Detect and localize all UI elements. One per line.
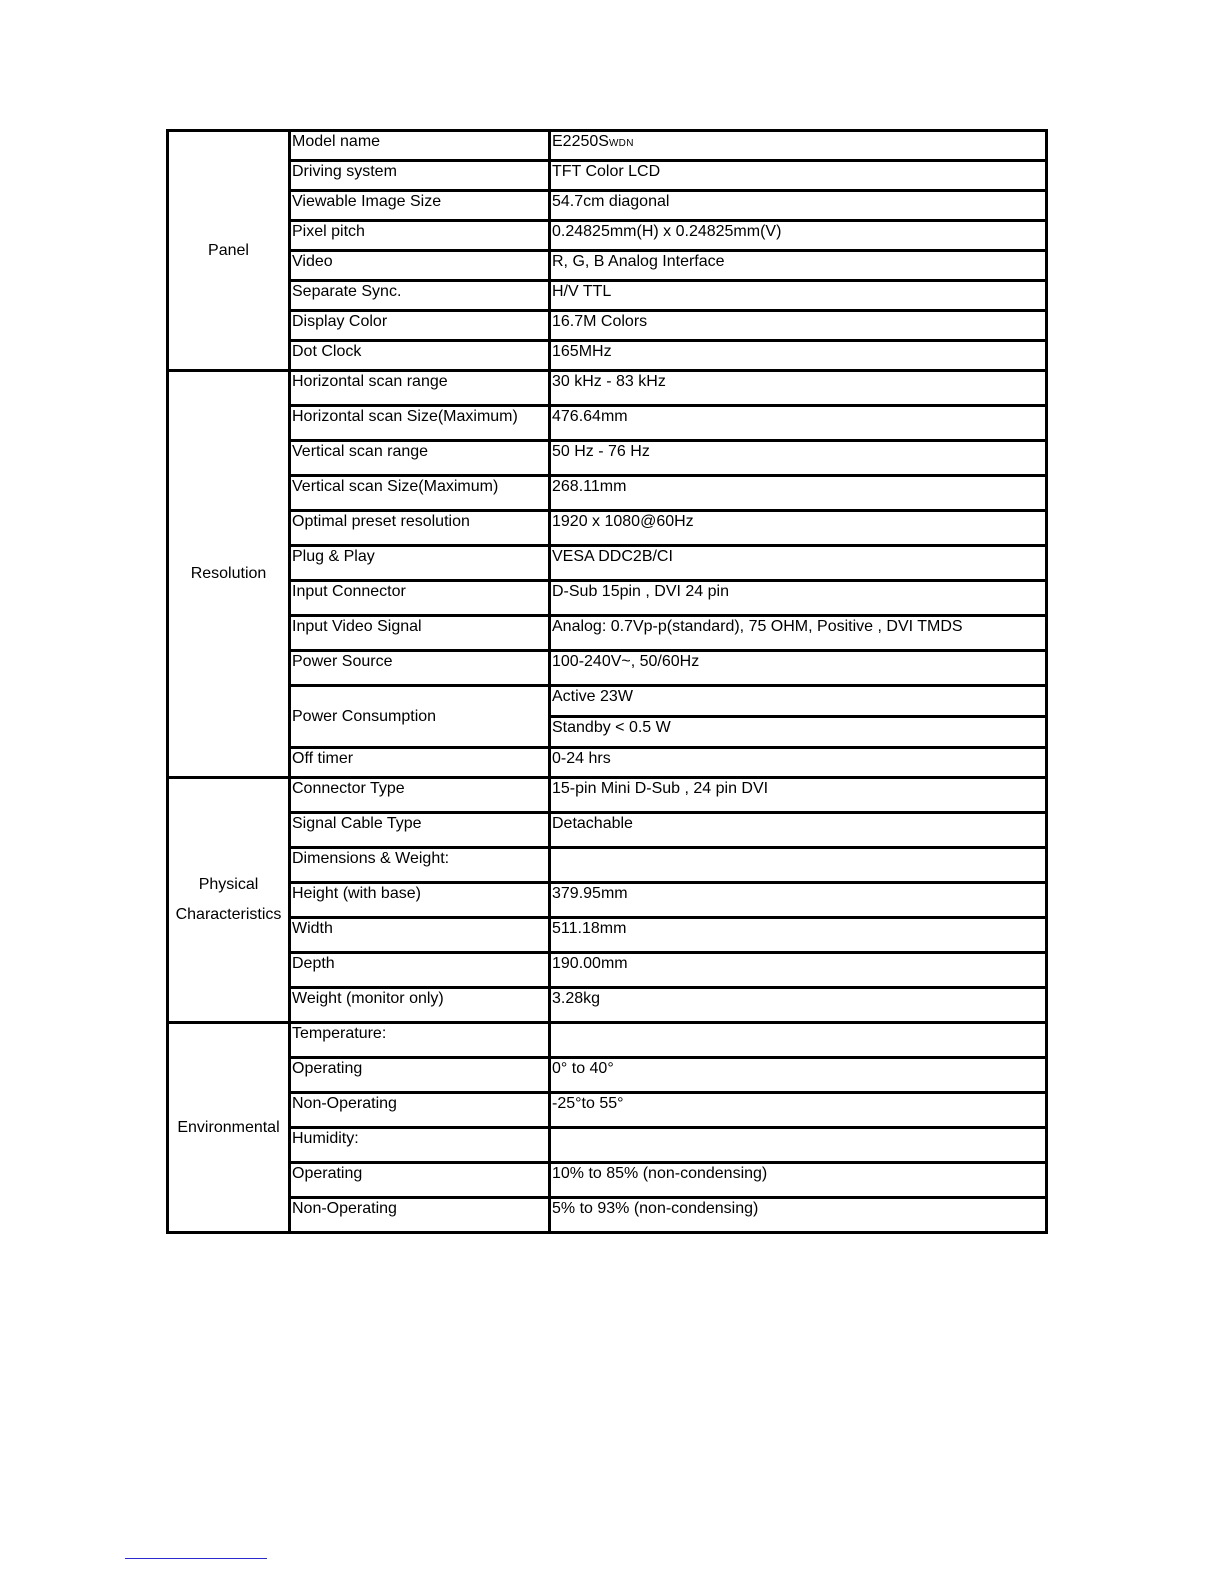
value-weight: 3.28kg bbox=[550, 988, 1047, 1023]
value-video: R, G, B Analog Interface bbox=[550, 251, 1047, 281]
value-plug-play: VESA DDC2B/CI bbox=[550, 546, 1047, 581]
label-weight: Weight (monitor only) bbox=[290, 988, 550, 1023]
label-depth: Depth bbox=[290, 953, 550, 988]
group-physical-line2: Characteristics bbox=[175, 906, 282, 923]
label-v-scan-size: Vertical scan Size(Maximum) bbox=[290, 476, 550, 511]
value-input-connector: D-Sub 15pin , DVI 24 pin bbox=[550, 581, 1047, 616]
label-model-name: Model name bbox=[290, 131, 550, 161]
label-display-color: Display Color bbox=[290, 311, 550, 341]
group-panel: Panel bbox=[168, 131, 290, 371]
value-off-timer: 0-24 hrs bbox=[550, 748, 1047, 778]
label-temp-non-operating: Non-Operating bbox=[290, 1093, 550, 1128]
footnote-divider bbox=[125, 1558, 267, 1559]
table-row bbox=[168, 341, 1047, 371]
label-humidity: Humidity: bbox=[290, 1128, 550, 1163]
value-connector-type: 15-pin Mini D-Sub , 24 pin DVI bbox=[550, 778, 1047, 813]
value-separate-sync: H/V TTL bbox=[550, 281, 1047, 311]
table-row bbox=[168, 251, 1047, 281]
label-h-scan-size: Horizontal scan Size(Maximum) bbox=[290, 406, 550, 441]
table-row bbox=[168, 131, 1047, 161]
table-row bbox=[168, 848, 1047, 883]
table-row bbox=[168, 883, 1047, 918]
group-physical bbox=[168, 778, 290, 1023]
value-depth: 190.00mm bbox=[550, 953, 1047, 988]
table-row bbox=[168, 371, 1047, 406]
table-row bbox=[168, 441, 1047, 476]
model-name-main: E2250S bbox=[552, 133, 609, 150]
table-row bbox=[168, 281, 1047, 311]
value-hum-operating: 10% to 85% (non-condensing) bbox=[550, 1163, 1047, 1198]
label-off-timer: Off timer bbox=[290, 748, 550, 778]
label-power-consumption: Power Consumption bbox=[290, 686, 550, 748]
table-row bbox=[168, 988, 1047, 1023]
table-row bbox=[168, 813, 1047, 848]
table-row bbox=[168, 918, 1047, 953]
table-row bbox=[168, 1128, 1047, 1163]
table-row bbox=[168, 221, 1047, 251]
label-height: Height (with base) bbox=[290, 883, 550, 918]
value-signal-cable-type: Detachable bbox=[550, 813, 1047, 848]
label-driving-system: Driving system bbox=[290, 161, 550, 191]
table-row bbox=[168, 546, 1047, 581]
group-environmental: Environmental bbox=[168, 1023, 290, 1233]
specifications-table bbox=[166, 129, 1048, 1234]
value-width: 511.18mm bbox=[550, 918, 1047, 953]
label-pixel-pitch: Pixel pitch bbox=[290, 221, 550, 251]
table-row bbox=[168, 1058, 1047, 1093]
table-row bbox=[168, 953, 1047, 988]
table-row bbox=[168, 616, 1047, 651]
label-power-source: Power Source bbox=[290, 651, 550, 686]
label-dimensions-weight: Dimensions & Weight: bbox=[290, 848, 550, 883]
label-optimal-resolution: Optimal preset resolution bbox=[290, 511, 550, 546]
value-driving-system: TFT Color LCD bbox=[550, 161, 1047, 191]
table-row bbox=[168, 1093, 1047, 1128]
table-row bbox=[168, 748, 1047, 778]
table-row bbox=[168, 311, 1047, 341]
value-v-scan-range: 50 Hz - 76 Hz bbox=[550, 441, 1047, 476]
value-viewable-image-size: 54.7cm diagonal bbox=[550, 191, 1047, 221]
label-hum-non-operating: Non-Operating bbox=[290, 1198, 550, 1233]
label-viewable-image-size: Viewable Image Size bbox=[290, 191, 550, 221]
table-row bbox=[168, 778, 1047, 813]
value-dimensions-weight bbox=[550, 848, 1047, 883]
label-hum-operating: Operating bbox=[290, 1163, 550, 1198]
table-row bbox=[168, 581, 1047, 616]
value-dot-clock: 165MHz bbox=[550, 341, 1047, 371]
table-row bbox=[168, 406, 1047, 441]
model-name-suffix: WDN bbox=[608, 138, 634, 149]
group-physical-line1: Physical bbox=[198, 876, 259, 893]
label-temperature: Temperature: bbox=[290, 1023, 550, 1058]
label-input-video-signal: Input Video Signal bbox=[290, 616, 550, 651]
table-row bbox=[168, 161, 1047, 191]
label-connector-type: Connector Type bbox=[290, 778, 550, 813]
label-video: Video bbox=[290, 251, 550, 281]
value-humidity bbox=[550, 1128, 1047, 1163]
value-height: 379.95mm bbox=[550, 883, 1047, 918]
value-optimal-resolution: 1920 x 1080@60Hz bbox=[550, 511, 1047, 546]
value-temperature bbox=[550, 1023, 1047, 1058]
value-input-video-signal: Analog: 0.7Vp-p(standard), 75 OHM, Positive , DVI TMDS bbox=[550, 616, 1047, 651]
value-temp-non-operating: -25°to 55° bbox=[550, 1093, 1047, 1128]
label-temp-operating: Operating bbox=[290, 1058, 550, 1093]
value-v-scan-size: 268.11mm bbox=[550, 476, 1047, 511]
table-row bbox=[168, 1023, 1047, 1058]
value-model-name bbox=[550, 131, 1047, 161]
label-v-scan-range: Vertical scan range bbox=[290, 441, 550, 476]
table-row bbox=[168, 1163, 1047, 1198]
label-dot-clock: Dot Clock bbox=[290, 341, 550, 371]
value-display-color: 16.7M Colors bbox=[550, 311, 1047, 341]
table-row bbox=[168, 651, 1047, 686]
table-row bbox=[168, 191, 1047, 221]
label-input-connector: Input Connector bbox=[290, 581, 550, 616]
value-temp-operating: 0° to 40° bbox=[550, 1058, 1047, 1093]
table-row bbox=[168, 1198, 1047, 1233]
label-separate-sync: Separate Sync. bbox=[290, 281, 550, 311]
value-power-active: Active 23W bbox=[550, 686, 1047, 717]
label-width: Width bbox=[290, 918, 550, 953]
group-resolution: Resolution bbox=[168, 371, 290, 778]
table-row bbox=[168, 476, 1047, 511]
value-h-scan-range: 30 kHz - 83 kHz bbox=[550, 371, 1047, 406]
value-h-scan-size: 476.64mm bbox=[550, 406, 1047, 441]
table-row bbox=[168, 686, 1047, 717]
value-power-standby: Standby < 0.5 W bbox=[550, 717, 1047, 748]
label-plug-play: Plug & Play bbox=[290, 546, 550, 581]
value-power-source: 100-240V~, 50/60Hz bbox=[550, 651, 1047, 686]
value-pixel-pitch: 0.24825mm(H) x 0.24825mm(V) bbox=[550, 221, 1047, 251]
label-signal-cable-type: Signal Cable Type bbox=[290, 813, 550, 848]
table-row bbox=[168, 511, 1047, 546]
label-h-scan-range: Horizontal scan range bbox=[290, 371, 550, 406]
value-hum-non-operating: 5% to 93% (non-condensing) bbox=[550, 1198, 1047, 1233]
